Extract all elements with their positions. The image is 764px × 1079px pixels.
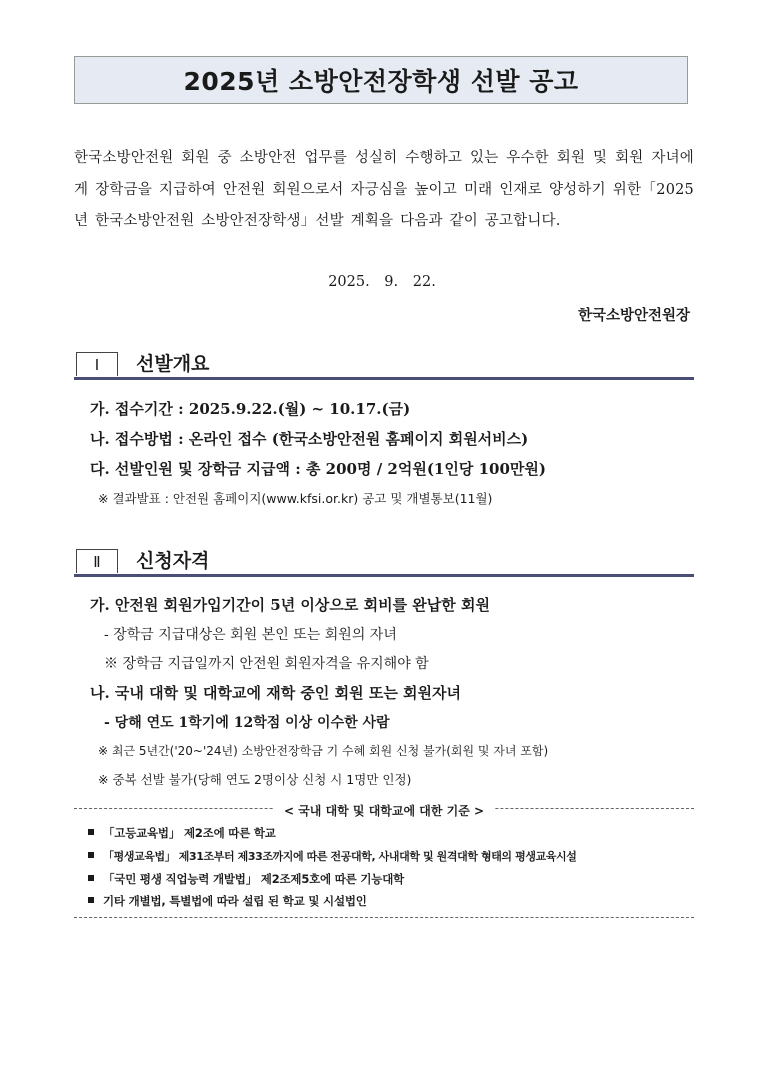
section-1-rule <box>74 377 694 380</box>
title-box <box>74 56 688 104</box>
section-2-item: 나. 국내 대학 및 대학교에 재학 중인 회원 또는 회원자녀 <box>90 684 462 702</box>
announcement-date: 2025. 9. 22. <box>328 274 436 290</box>
intro-paragraph: 한국소방안전원 회원 중 소방안전 업무를 성실히 수행하고 있는 우수한 회원 및 회원 자녀에게 장학금을 지급하여 안전원 회원으로서 자긍심을 높이고 미래 인재로 양성하기 위한「2025년 한국소방안전원 소방안전장학생」선발 계획을 다음과 같이 공고합니다. <box>74 150 694 229</box>
page-title: 2025년 소방안전장학생 선발 공고 <box>183 67 579 96</box>
section-2-item: 가. 안전원 회원가입기간이 5년 이상으로 회비를 완납한 회원 <box>90 596 490 614</box>
section-2-header <box>74 545 694 577</box>
bullet-square-icon <box>88 852 94 858</box>
section-1-number: Ⅰ <box>76 352 118 376</box>
criteria-title: < 국내 대학 및 대학교에 대한 기준 > <box>274 804 494 818</box>
criteria-item: 「국민 평생 직업능력 개발법」 제2조제5호에 따른 기능대학 <box>88 871 404 887</box>
bullet-square-icon <box>88 897 94 903</box>
section-1-item: 나. 접수방법 : 온라인 접수 (한국소방안전원 홈페이지 회원서비스) <box>90 430 529 448</box>
section-2-note: ※ 최근 5년간('20~'24년) 소방안전장학금 기 수혜 회원 신청 불가(회원 및 자녀 포함) <box>98 744 549 758</box>
section-2-subitem: - 당해 연도 1학기에 12학점 이상 이수한 사람 <box>104 715 390 731</box>
section-2-title: 신청자격 <box>136 550 210 572</box>
section-1-item: 가. 접수기간 : 2025.9.22.(월) ~ 10.17.(금) <box>90 400 411 418</box>
criteria-item: 「평생교육법」 제31조부터 제33조까지에 따른 전공대학, 사내대학 및 원격대학 형태의 평생교육시설 <box>88 848 576 864</box>
section-2-note: ※ 중복 선발 불가(당해 연도 2명이상 신청 시 1명만 인정) <box>98 772 412 787</box>
bullet-square-icon <box>88 875 94 881</box>
section-1-note: ※ 결과발표 : 안전원 홈페이지(www.kfsi.or.kr) 공고 및 개별통보(11월) <box>98 491 493 506</box>
section-1-header <box>74 348 694 380</box>
section-1-title: 선발개요 <box>136 353 210 375</box>
section-2-rule <box>74 574 694 577</box>
section-2-number: Ⅱ <box>76 549 118 573</box>
signer: 한국소방안전원장 <box>577 307 690 324</box>
section-1-item: 다. 선발인원 및 장학금 지급액 : 총 200명 / 2억원(1인당 100만원) <box>90 460 546 478</box>
criteria-item: 「고등교육법」 제2조에 따른 학교 <box>88 825 276 841</box>
section-2-note: ※ 장학금 지급일까지 안전원 회원자격을 유지해야 함 <box>104 656 429 672</box>
section-2-subitem: - 장학금 지급대상은 회원 본인 또는 회원의 자녀 <box>104 627 397 643</box>
bullet-square-icon <box>88 829 94 835</box>
criteria-box <box>74 804 694 918</box>
criteria-item: 기타 개별법, 특별법에 따라 설립 된 학교 및 시설법인 <box>88 893 367 909</box>
